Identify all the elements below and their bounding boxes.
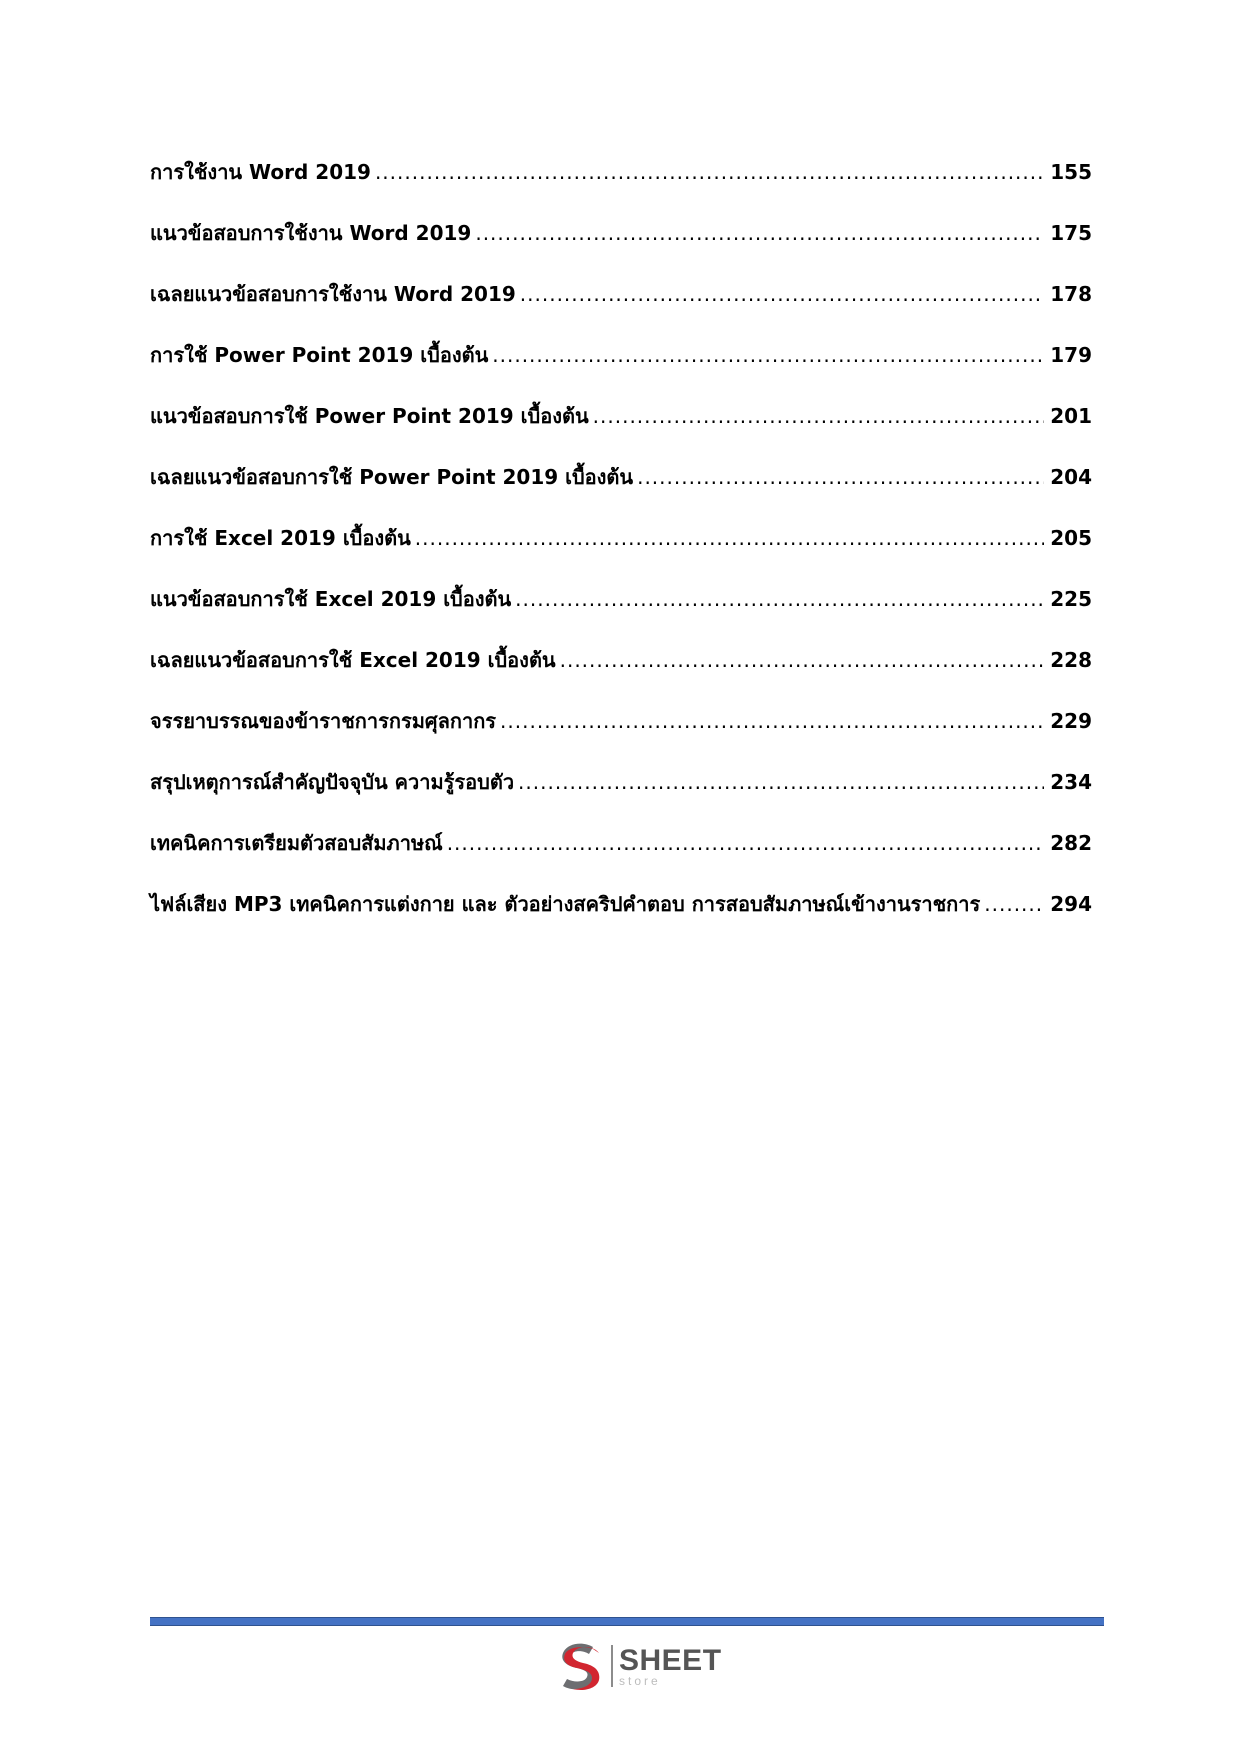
dot-leader <box>500 703 1044 739</box>
toc-entry-page: 205 <box>1050 526 1092 550</box>
toc-entry-page: 234 <box>1050 770 1092 794</box>
toc-entry-title: เฉลยแนวข้อสอบการใช้งาน Word 2019 <box>150 282 516 306</box>
toc-entry-page: 175 <box>1050 221 1092 245</box>
toc-entry[interactable] <box>150 154 1092 215</box>
dot-leader <box>375 154 1044 190</box>
toc-entry-page: 201 <box>1050 404 1092 428</box>
dot-leader <box>415 520 1044 556</box>
sheet-store-logo <box>553 1638 733 1694</box>
toc-entry-title: เทคนิคการเตรียมตัวสอบสัมภาษณ์ <box>150 831 443 855</box>
toc-entry[interactable] <box>150 520 1092 581</box>
dot-leader <box>593 398 1045 434</box>
dot-leader <box>475 215 1044 251</box>
toc-entry-page: 179 <box>1050 343 1092 367</box>
sheet-store-logo-icon <box>553 1639 607 1693</box>
dot-leader <box>637 459 1044 495</box>
toc-entry-page: 225 <box>1050 587 1092 611</box>
toc-entry-title: เฉลยแนวข้อสอบการใช้ Power Point 2019 เบื้องต้น <box>150 465 634 489</box>
toc-entry-page: 229 <box>1050 709 1092 733</box>
dot-leader <box>518 764 1044 800</box>
toc-entry[interactable] <box>150 276 1092 337</box>
toc-entry[interactable] <box>150 703 1092 764</box>
dot-leader <box>492 337 1044 373</box>
toc-entry-page: 178 <box>1050 282 1092 306</box>
toc-entry[interactable] <box>150 581 1092 642</box>
toc-entry[interactable] <box>150 398 1092 459</box>
logo-wordmark <box>619 1643 722 1688</box>
toc-entry-title: แนวข้อสอบการใช้งาน Word 2019 <box>150 221 472 245</box>
toc-entry[interactable] <box>150 642 1092 703</box>
toc-entry-page: 282 <box>1050 831 1092 855</box>
toc-entry-title: แนวข้อสอบการใช้ Excel 2019 เบื้องต้น <box>150 587 512 611</box>
logo-divider <box>611 1645 613 1687</box>
toc-entry[interactable] <box>150 764 1092 825</box>
toc-entry-page: 294 <box>1050 892 1092 916</box>
toc-entry-page: 228 <box>1050 648 1092 672</box>
toc-entry[interactable] <box>150 825 1092 886</box>
toc-entry[interactable] <box>150 459 1092 520</box>
toc-entry-title: สรุปเหตุการณ์สำคัญปัจจุบัน ความรู้รอบตัว <box>150 770 515 794</box>
dot-leader <box>515 581 1044 617</box>
toc-entry[interactable] <box>150 337 1092 398</box>
toc-entry-title: ไฟล์เสียง MP3 เทคนิคการแต่งกาย และ ตัวอย่างสคริปคำตอบ การสอบสัมภาษณ์เข้างานราชการ <box>150 892 981 916</box>
toc-entry-title: การใช้งาน Word 2019 <box>150 160 371 184</box>
logo-subword: store <box>619 1673 661 1688</box>
toc-entry-title: การใช้ Excel 2019 เบื้องต้น <box>150 526 411 550</box>
logo-word: SHEET <box>619 1643 722 1677</box>
toc-entry-title: เฉลยแนวข้อสอบการใช้ Excel 2019 เบื้องต้น <box>150 648 556 672</box>
footer-divider <box>150 1617 1104 1626</box>
dot-leader <box>447 825 1045 861</box>
dot-leader <box>984 886 1044 922</box>
toc-entry-title: แนวข้อสอบการใช้ Power Point 2019 เบื้องต้น <box>150 404 589 428</box>
toc-entry[interactable] <box>150 886 1092 947</box>
dot-leader <box>560 642 1045 678</box>
toc-entry[interactable] <box>150 215 1092 276</box>
toc-entry-page: 155 <box>1050 160 1092 184</box>
toc-entry-page: 204 <box>1050 465 1092 489</box>
dot-leader <box>520 276 1044 312</box>
toc-entry-title: การใช้ Power Point 2019 เบื้องต้น <box>150 343 489 367</box>
table-of-contents <box>150 154 1092 947</box>
toc-entry-title: จรรยาบรรณของข้าราชการกรมศุลกากร <box>150 709 497 733</box>
